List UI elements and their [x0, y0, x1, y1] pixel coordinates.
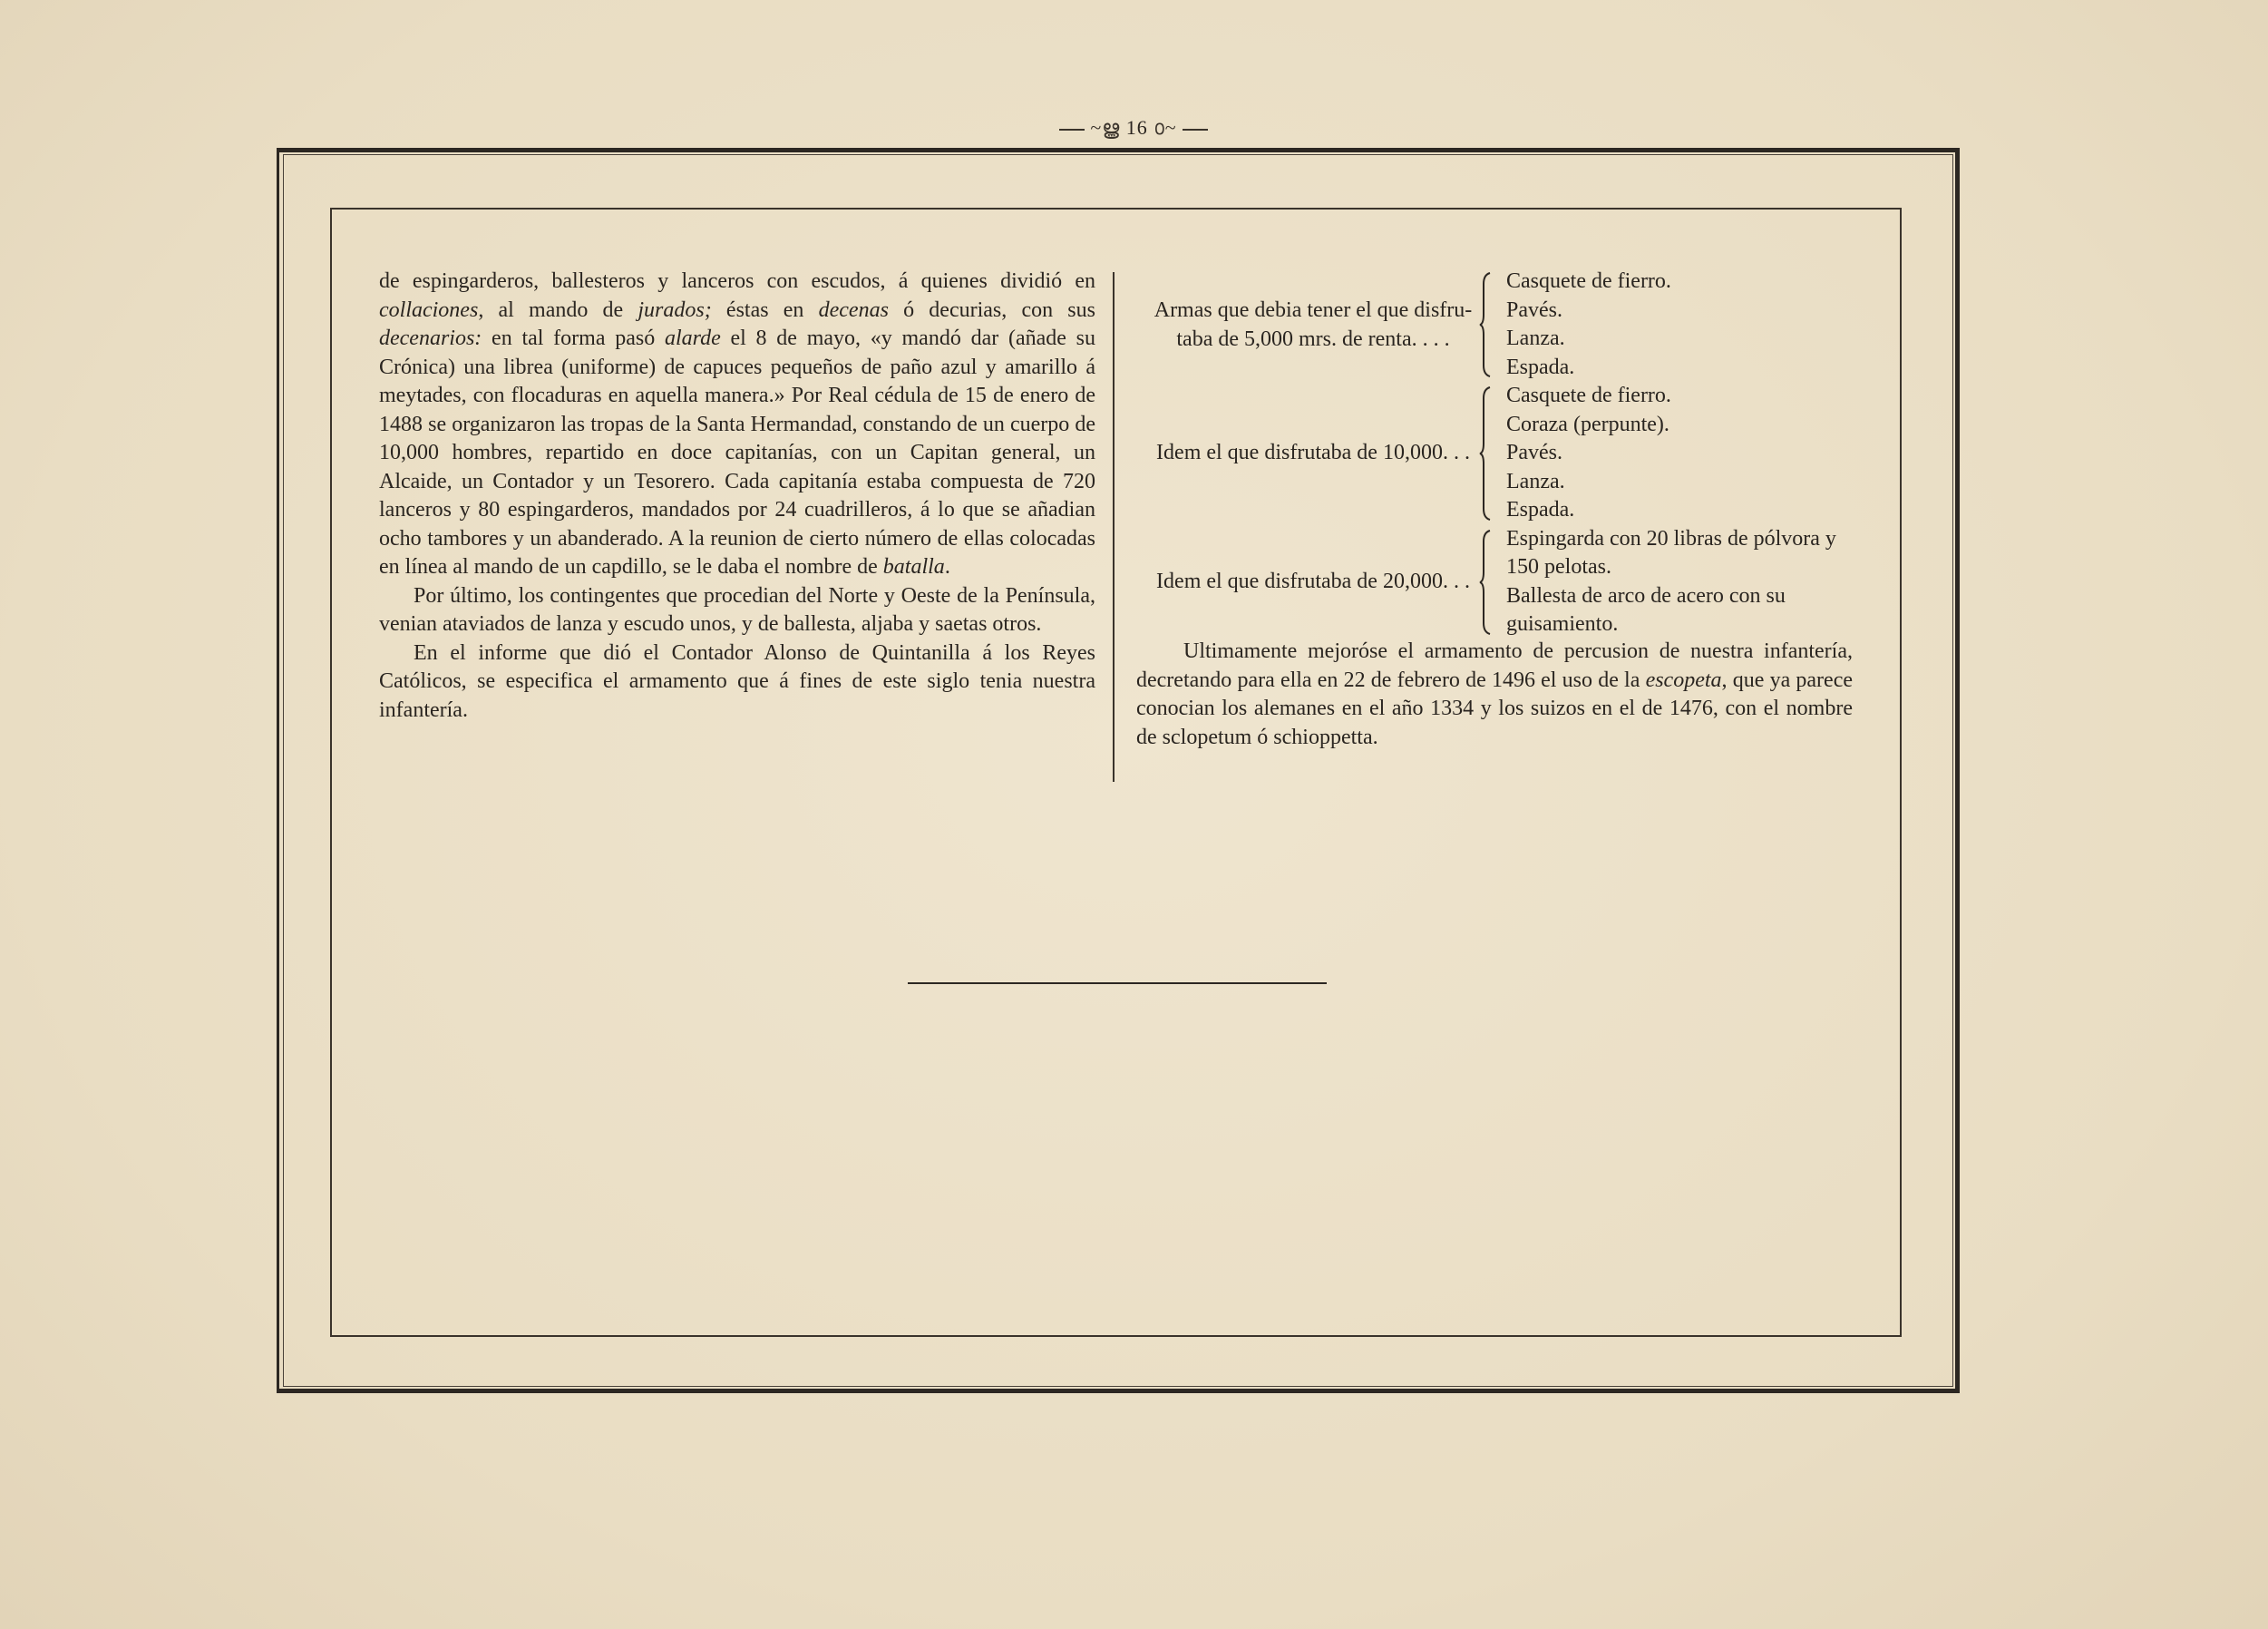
page-number: 16 — [1125, 116, 1148, 139]
armament-block-1 — [1136, 268, 1853, 382]
ornament-left — [1059, 129, 1085, 131]
armament-item: Lanza. — [1506, 469, 1565, 493]
right-column — [1136, 268, 1853, 639]
left-paragraph-1 — [379, 268, 1095, 582]
italic-term: collaciones — [379, 298, 479, 322]
armament-item: Coraza (perpunte). — [1506, 412, 1669, 436]
ornament-swirl-left: ~ൠ — [1090, 116, 1121, 139]
brace-icon — [1479, 385, 1492, 522]
text-run: . — [944, 555, 950, 579]
description-line: Armas que debia tener el que disfru- — [1153, 298, 1473, 322]
ornament-right — [1183, 129, 1208, 131]
italic-term: escopeta — [1645, 668, 1722, 692]
italic-term: decenas — [818, 298, 889, 322]
armament-block-3 — [1136, 525, 1853, 639]
text-run: , al mando de — [478, 298, 638, 322]
armament-item: Pavés. — [1506, 298, 1562, 322]
armament-item: Espada. — [1506, 355, 1575, 379]
armament-item: Lanza. — [1506, 327, 1565, 350]
closing-paragraph — [1136, 638, 1853, 752]
italic-term: decenarios: — [379, 327, 482, 350]
armament-description — [1136, 568, 1490, 597]
brace-icon — [1479, 529, 1492, 636]
armament-item: Espada. — [1506, 498, 1575, 522]
armament-item: Casquete de fierro. — [1506, 269, 1671, 293]
armament-item: Casquete de fierro. — [1506, 384, 1671, 407]
column-divider — [1113, 272, 1115, 782]
armament-description — [1136, 297, 1490, 354]
text-run: en tal forma pasó — [482, 327, 665, 350]
page-number-header — [1043, 116, 1224, 152]
armament-description — [1136, 439, 1490, 468]
text-run: de espingarderos, ballesteros y lanceros con escudos, á quienes dividió en — [379, 269, 1095, 293]
armament-item: Ballesta de arco de acero con su guisamiento. — [1506, 583, 1786, 636]
armament-item: Espingarda con 20 libras de pólvora y 150 pelotas. — [1506, 526, 1836, 579]
left-paragraph-2: Por último, los contingentes que procedian del Norte y Oeste de la Península, venian ataviados de lanza y escudo unos, y de ballesta, aljaba y saetas otros. — [379, 583, 1095, 636]
text-run: el 8 de mayo, «y mandó dar (añade su Crónica) una librea (uniforme) de capuces pequeños de paño azul y amarillo á meytades, con flocaduras en aquella manera.» Por Real cédula de 15 de enero de 1488 se organizaron las tropas de la Santa Hermandad, constando de un cuerpo de 10,000 hombres, repartido en doce capitanías, con un Capitan general, un Alcaide, un Contador y un Tesorero. Cada capitanía estaba compuesta de 720 lanceros y 80 espingarderos, mandados por 24 cuadrilleros, á lo que se añadian ocho tambores y un abanderado. A la reunion de cierto número de ellas colocadas en línea al mando de un capdillo, se le daba el nombre de — [379, 327, 1096, 579]
armament-item: Pavés. — [1506, 441, 1562, 464]
left-paragraph-3: En el informe que dió el Contador Alonso de Quintanilla á los Reyes Católicos, se especifica el armamento que á fines de este siglo tenia nuestra infantería. — [379, 640, 1095, 722]
closing-paragraph-block — [1136, 638, 1853, 752]
italic-term: jurados; — [638, 298, 712, 322]
armament-block-2 — [1136, 382, 1853, 525]
description-line: taba de 5,000 mrs. de renta. . . . — [1176, 327, 1450, 351]
text-run: ó decurias, con sus — [888, 298, 1095, 322]
left-column — [379, 268, 1095, 725]
text-run: éstas en — [711, 298, 819, 322]
italic-term: batalla — [882, 555, 945, 579]
armament-items — [1506, 382, 1864, 525]
text-run: , que ya parece conocian los alemanes en el año 1334 y los suizos en el de 1476, con el nombre de sclopetum ó schioppetta. — [1136, 668, 1854, 749]
brace-icon — [1479, 271, 1492, 378]
description-line: Idem el que disfrutaba de 10,000. . . — [1156, 441, 1470, 464]
italic-term: alarde — [664, 327, 721, 350]
armament-items — [1506, 525, 1864, 639]
ornament-swirl-right: ൦~ — [1153, 116, 1177, 139]
text-run: Ultimamente mejoróse el armamento de percusion de nuestra infantería, decretando para ella en 22 de febrero de 1496 el uso de la — [1136, 639, 1853, 692]
description-line: Idem el que disfrutaba de 20,000. . . — [1156, 569, 1470, 593]
section-end-rule — [908, 982, 1327, 984]
armament-items — [1506, 268, 1864, 382]
